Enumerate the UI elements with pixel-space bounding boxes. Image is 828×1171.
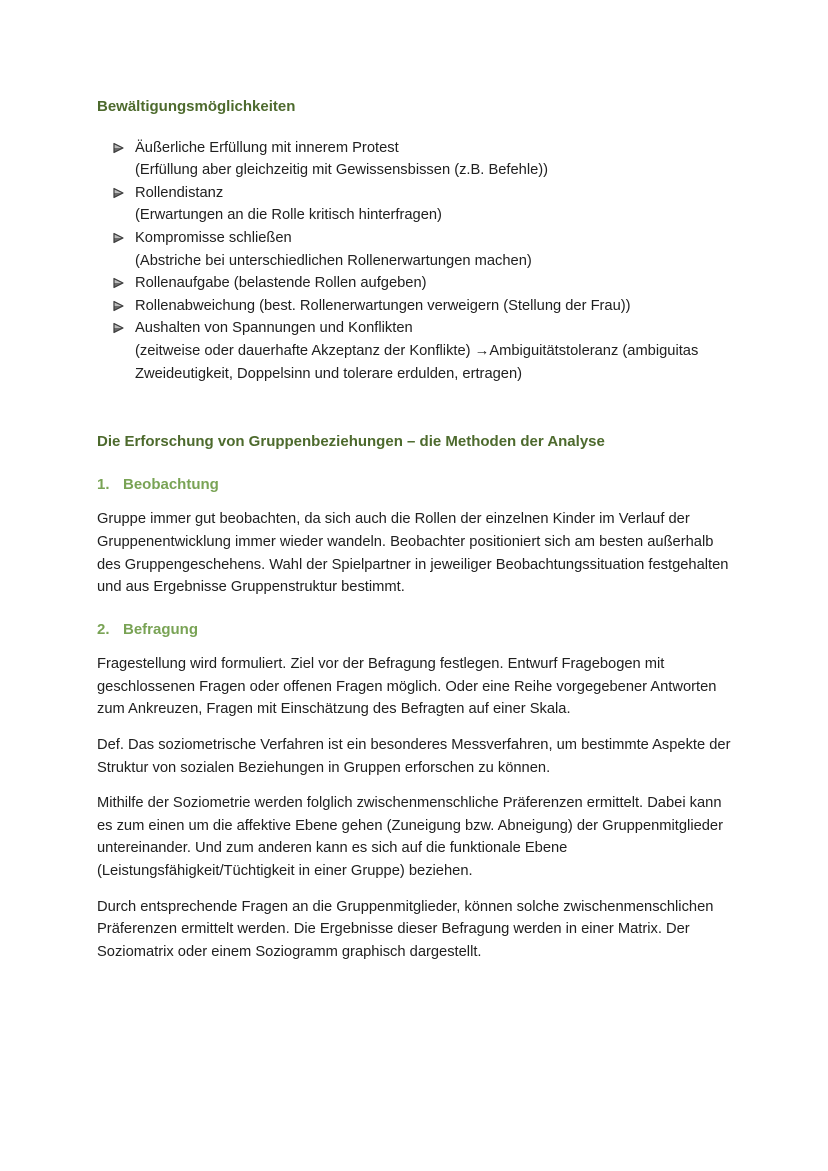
list-item-text: Äußerliche Erfüllung mit innerem Protest (Erfüllung aber gleichzeitig mit Gewissensbissen (z.B. Befehle)) (135, 139, 549, 179)
paragraph-befragung-matrix: Durch entsprechende Fragen an die Gruppenmitglieder, können solche zwischenmenschlichen Präferenzen ermittelt werden. Die Ergebnisse dieser Befragung werden in einer Matrix. Der Soziomatrix oder einem Soziogramm graphisch dargestellt. (97, 898, 714, 960)
method-title: Befragung (123, 620, 198, 638)
arrow-head-right-icon (113, 227, 135, 244)
arrow-head-right-icon (113, 182, 135, 199)
method-heading-befragung (97, 619, 735, 642)
paragraph-befragung-definition: Def. Das soziometrische Verfahren ist ein besonderes Messverfahren, um bestimmte Aspekte der Struktur von sozialen Beziehungen in Gruppen erforschen zu können. (97, 737, 731, 776)
method-number: 2. (97, 620, 110, 638)
list-item-text: Rollendistanz (Erwartungen an die Rolle kritisch hinterfragen) (135, 184, 442, 224)
method-title: Beobachtung (123, 475, 219, 493)
list-item (97, 317, 735, 385)
paragraph-befragung-1: Fragestellung wird formuliert. Ziel vor der Befragung festlegen. Entwurf Fragebogen mit geschlossenen Fragen oder offenen Fragen möglich. Oder eine Reihe vorgegebener Antworten zum Ankreuzen, Fragen mit Einschätzung des Befragten auf einer Skala. (97, 656, 717, 718)
list-item (97, 272, 735, 295)
section-title-bewaeltigungsmoeglichkeiten: Bewältigungsmöglichkeiten (97, 98, 296, 115)
list-item (97, 227, 735, 272)
arrow-head-right-icon (113, 317, 135, 334)
list-item (97, 137, 735, 182)
method-number: 1. (97, 475, 110, 493)
list-item-text: Rollenabweichung (best. Rollenerwartungen verweigern (Stellung der Frau)) (135, 297, 631, 314)
list-item-text: Aushalten von Spannungen und Konflikten (zeitweise oder dauerhafte Akzeptanz der Konflikte) →Ambiguitätstoleranz (ambiguitas Zweideutigkeit, Doppelsinn und tolerare erdulden, ertragen) (135, 320, 699, 382)
method-heading-beobachtung (97, 474, 735, 497)
arrow-head-right-icon (113, 137, 135, 154)
section-title-erforschung: Die Erforschung von Gruppenbeziehungen – die Methoden der Analyse (97, 433, 605, 451)
list-item (97, 295, 735, 318)
arrow-head-right-icon (113, 295, 135, 312)
paragraph-beobachtung: Gruppe immer gut beobachten, da sich auch die Rollen der einzelnen Kinder im Verlauf der Gruppenentwicklung immer wieder wandeln. Beobachter positioniert sich am besten außerhalb des Gruppengeschehens. Wahl der Spielpartner in jeweiliger Beobachtungssituation festgehalten und aus Ergebnisse Gruppenstruktur bestimmt. (97, 511, 729, 596)
coping-strategies-list (97, 137, 735, 386)
arrow-head-right-icon (113, 272, 135, 289)
list-item (97, 182, 735, 227)
paragraph-befragung-soziometrie: Mithilfe der Soziometrie werden folglich zwischenmenschliche Präferenzen ermittelt. Dabei kann es zum einen um die affektive Ebene gehen (Zuneigung bzw. Abneigung) der Gruppenmitglieder untereinander. Und zum anderen kann es sich auf die funktionale Ebene (Leistungsfähigkeit/Tüchtigkeit in einer Gruppe) beziehen. (97, 795, 723, 880)
list-item-text: Rollenaufgabe (belastende Rollen aufgeben) (135, 275, 427, 292)
list-item-text: Kompromisse schließen (Abstriche bei unterschiedlichen Rollenerwartungen machen) (135, 229, 532, 269)
